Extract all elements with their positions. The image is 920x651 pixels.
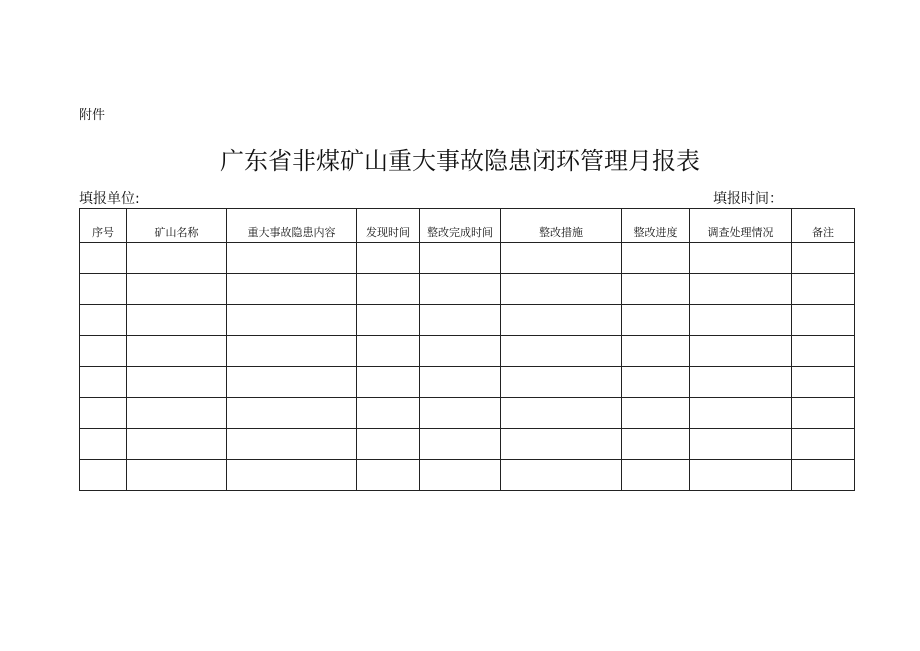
table-row	[80, 243, 855, 274]
table-cell-mine-name[interactable]	[127, 460, 227, 491]
header-investigation-status: 调查处理情况	[690, 209, 792, 243]
table-cell-mine-name[interactable]	[127, 274, 227, 305]
table-cell-investigation-status[interactable]	[690, 429, 792, 460]
table-cell-discovery-time[interactable]	[357, 336, 420, 367]
table-cell-serial-number[interactable]	[80, 243, 127, 274]
table-cell-discovery-time[interactable]	[357, 429, 420, 460]
table-cell-hazard-content[interactable]	[227, 274, 357, 305]
table-cell-investigation-status[interactable]	[690, 367, 792, 398]
table-cell-hazard-content[interactable]	[227, 305, 357, 336]
table-cell-rectification-measures[interactable]	[501, 274, 622, 305]
table-cell-discovery-time[interactable]	[357, 367, 420, 398]
table-cell-discovery-time[interactable]	[357, 274, 420, 305]
table-cell-investigation-status[interactable]	[690, 305, 792, 336]
table-cell-hazard-content[interactable]	[227, 367, 357, 398]
table-cell-rectification-completion-time[interactable]	[420, 460, 501, 491]
table-cell-investigation-status[interactable]	[690, 398, 792, 429]
header-rectification-completion-time: 整改完成时间	[420, 209, 501, 243]
header-serial-number: 序号	[80, 209, 127, 243]
table-cell-rectification-measures[interactable]	[501, 243, 622, 274]
table-body	[80, 243, 855, 491]
table-cell-hazard-content[interactable]	[227, 243, 357, 274]
attachment-label: 附件	[79, 108, 106, 123]
table-cell-hazard-content[interactable]	[227, 398, 357, 429]
table-cell-rectification-measures[interactable]	[501, 305, 622, 336]
table-row	[80, 460, 855, 491]
table-cell-remarks[interactable]	[792, 243, 855, 274]
table-cell-mine-name[interactable]	[127, 398, 227, 429]
table-cell-serial-number[interactable]	[80, 398, 127, 429]
table-cell-rectification-measures[interactable]	[501, 429, 622, 460]
table-cell-investigation-status[interactable]	[690, 460, 792, 491]
header-remarks: 备注	[792, 209, 855, 243]
table-cell-hazard-content[interactable]	[227, 336, 357, 367]
table-cell-mine-name[interactable]	[127, 243, 227, 274]
table-cell-hazard-content[interactable]	[227, 460, 357, 491]
table-cell-discovery-time[interactable]	[357, 398, 420, 429]
header-rectification-measures: 整改措施	[501, 209, 622, 243]
monthly-report-table	[79, 208, 855, 491]
table-cell-remarks[interactable]	[792, 305, 855, 336]
table-cell-rectification-progress[interactable]	[622, 243, 690, 274]
fill-time-label: 填报时间：	[713, 191, 783, 207]
table-cell-rectification-measures[interactable]	[501, 367, 622, 398]
table-cell-investigation-status[interactable]	[690, 336, 792, 367]
table-cell-remarks[interactable]	[792, 274, 855, 305]
table-cell-rectification-progress[interactable]	[622, 336, 690, 367]
table-cell-investigation-status[interactable]	[690, 274, 792, 305]
table-cell-hazard-content[interactable]	[227, 429, 357, 460]
table-cell-rectification-completion-time[interactable]	[420, 398, 501, 429]
table-cell-serial-number[interactable]	[80, 429, 127, 460]
table-cell-serial-number[interactable]	[80, 305, 127, 336]
table-cell-serial-number[interactable]	[80, 336, 127, 367]
table-cell-serial-number[interactable]	[80, 460, 127, 491]
table-row	[80, 305, 855, 336]
table-cell-mine-name[interactable]	[127, 305, 227, 336]
table-cell-mine-name[interactable]	[127, 367, 227, 398]
header-mine-name: 矿山名称	[127, 209, 227, 243]
table-cell-mine-name[interactable]	[127, 429, 227, 460]
table-cell-rectification-completion-time[interactable]	[420, 336, 501, 367]
table-cell-rectification-measures[interactable]	[501, 336, 622, 367]
table-cell-mine-name[interactable]	[127, 336, 227, 367]
table-cell-remarks[interactable]	[792, 460, 855, 491]
table-cell-remarks[interactable]	[792, 367, 855, 398]
table-cell-serial-number[interactable]	[80, 367, 127, 398]
table-cell-discovery-time[interactable]	[357, 305, 420, 336]
table-cell-discovery-time[interactable]	[357, 460, 420, 491]
table-row	[80, 429, 855, 460]
table-cell-rectification-measures[interactable]	[501, 460, 622, 491]
table-cell-rectification-progress[interactable]	[622, 429, 690, 460]
table-cell-rectification-progress[interactable]	[622, 367, 690, 398]
fill-unit-label: 填报单位:	[79, 191, 140, 207]
table-cell-remarks[interactable]	[792, 336, 855, 367]
table-cell-rectification-completion-time[interactable]	[420, 243, 501, 274]
table-cell-rectification-progress[interactable]	[622, 274, 690, 305]
table-row	[80, 367, 855, 398]
table-cell-remarks[interactable]	[792, 429, 855, 460]
table-row	[80, 336, 855, 367]
table-cell-rectification-completion-time[interactable]	[420, 274, 501, 305]
table-cell-investigation-status[interactable]	[690, 243, 792, 274]
page-title: 广东省非煤矿山重大事故隐患闭环管理月报表	[220, 147, 700, 175]
table-cell-remarks[interactable]	[792, 398, 855, 429]
table-cell-serial-number[interactable]	[80, 274, 127, 305]
table-cell-rectification-completion-time[interactable]	[420, 429, 501, 460]
table-row	[80, 398, 855, 429]
header-discovery-time: 发现时间	[357, 209, 420, 243]
table-header-row	[80, 209, 855, 243]
table-cell-discovery-time[interactable]	[357, 243, 420, 274]
table-cell-rectification-progress[interactable]	[622, 460, 690, 491]
table-cell-rectification-measures[interactable]	[501, 398, 622, 429]
table-row	[80, 274, 855, 305]
table-cell-rectification-completion-time[interactable]	[420, 367, 501, 398]
header-hazard-content: 重大事故隐患内容	[227, 209, 357, 243]
table-cell-rectification-progress[interactable]	[622, 398, 690, 429]
table-cell-rectification-completion-time[interactable]	[420, 305, 501, 336]
header-rectification-progress: 整改进度	[622, 209, 690, 243]
table-cell-rectification-progress[interactable]	[622, 305, 690, 336]
